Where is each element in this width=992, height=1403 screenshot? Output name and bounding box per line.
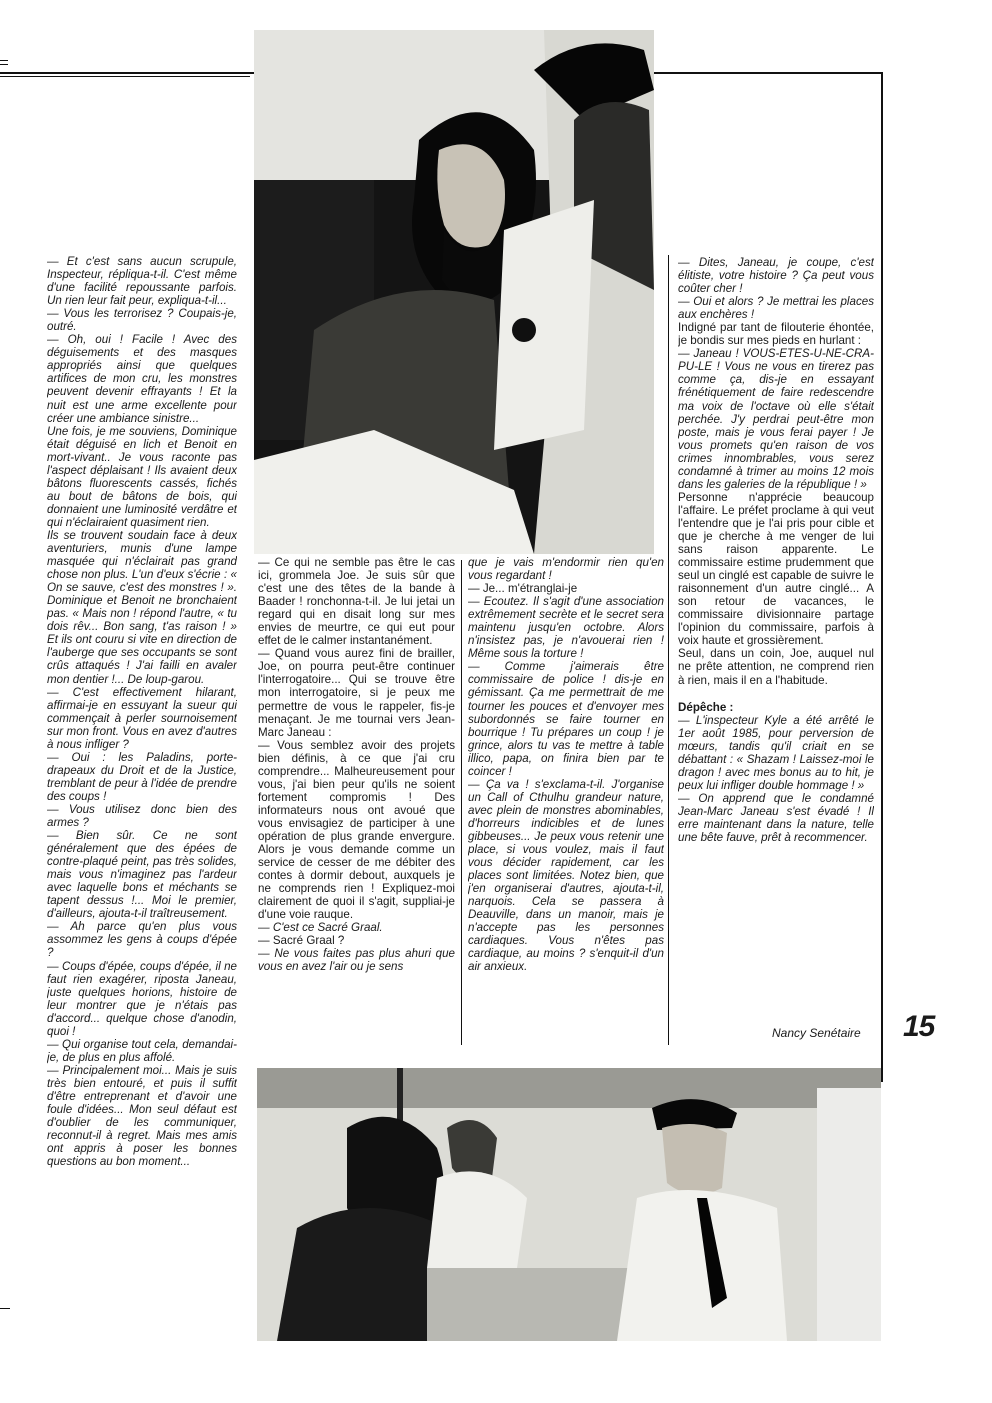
article-paragraph: — Vous les terrorisez ? Coupais-je, outré. — [47, 307, 237, 334]
article-paragraph: — Vous utilisez donc bien des armes ? — [47, 802, 237, 830]
article-paragraph: — Principalement moi... Mais je suis très bien entouré, et puis il suffit d'être entreprenant et d'avoir une foule d'idées... Mon seul défaut est d'oublier de les communiquer, reconnut-il à regret. Mais mes amis ont appris à poser les bonnes questions au bon moment... — [47, 1063, 237, 1169]
article-paragraph: — Bien sûr. Ce ne sont généralement que des épées de contre-plaqué peint, pas très solides, mais vous n'imaginez pas l'ardeur avec laquelle bons et méchants se tapent dessus !... Moi le premier, d'ailleurs, ajouta-t-il traîtreusement. — [47, 829, 237, 921]
article-paragraph: — Coups d'épée, coups d'épée, il ne faut rien exagérer, riposta Janeau, juste quelques horions, histoire de leur montrer que je n'étais pas d'accord... quelque chose d'anodin, quoi ! — [47, 959, 237, 1038]
margin-mark — [0, 64, 8, 65]
article-paragraph: — Ce qui ne semble pas être le cas ici, grommela Joe. Je suis sûr que c'est une des têtes de la bande à Baader ! ronchonna-t-il. Je lui jetai un regard qui en disait long sur mes envies de meurtre, ce qui eut pour effet de le calmer instantanément. — [258, 556, 455, 648]
article-column-4 — [678, 256, 874, 1036]
article-paragraph: — Ça va ! s'exclama-t-il. J'organise un Call of Cthulhu grandeur nature, avec plein de monstres abominables, d'horreurs indicibles et de lunes gibbeuses... Je peux vous retenir une place, si vous voulez, mais il faut vous décider rapidement, car les places sont limitées. Notez bien, que j'en organiserai d'autres, ajouta-t-il, narquois. Cela se passera à Deauville, dans un manoir, mais je n'accepte pas les personnes cardiaques. Vous n'êtes pas cardiaque, au moins ? s'enquit-il d'un air anxieux. — [468, 777, 664, 974]
article-paragraph: — C'est ce Sacré Graal. — [258, 921, 383, 935]
article-paragraph: — C'est effectivement hilarant, affirmai-je en essuyant la sueur qui commençait à perler sournoisement sur mon front. Vous en avez d'autres à nous infliger ? — [47, 685, 237, 751]
article-paragraph: — Ecoutez. Il s'agit d'une association extrêmement secrète et le secret sera maintenu jusqu'en octobre. Alors n'insistez pas, je n'avouerai rien ! Même sous la torture ! — [468, 595, 664, 661]
author-signature: Nancy Senétaire — [772, 1026, 861, 1040]
article-paragraph: — Qui organise tout cela, demandai-je, de plus en plus affolé. — [47, 1037, 237, 1064]
article-column-4-body — [678, 256, 874, 687]
bottom-left-rule — [0, 1308, 10, 1309]
article-column-2 — [258, 556, 455, 1046]
column-divider — [668, 255, 669, 1045]
article-paragraph: — Oui et alors ? Je mettrai les places aux enchères ! — [678, 295, 874, 322]
margin-mark — [0, 60, 8, 61]
article-paragraph: — Vous semblez avoir des projets bien définis, à ce que j'ai cru comprendre... Malheureusement pour vous, j'ai bien peur qu'ils ne soient fortement compromis ! Des informateurs nous ont avoué que vous envisagiez de participer à une opération de plus grande envergure. Alors je vous demande comme un service de cesser de me débiter des contes à dormir debout, auxquels je ne comprends rien ! Expliquez-moi clairement de quoi il s'agit, suppliai-je d'une voie rauque. — [258, 738, 455, 922]
top-rule-thin — [0, 76, 250, 77]
depeche-heading: Dépêche : — [678, 700, 734, 714]
depeche-paragraph: — On apprend que le condamné Jean-Marc Janeau s'est évadé ! Il erre maintenant dans la nature, telle une bête fauve, prêt à recommencer. — [678, 791, 874, 845]
article-paragraph: — Ne vous faites pas plus ahuri que vous en avez l'air ou je sens — [258, 947, 455, 974]
article-paragraph: — Comme j'aimerais être commissaire de police ! dis-je en gémissant. Ça me permettrait de me tourner les pouces et d'envoyer mes subordonnés se faire tourner en bourrique ! Tu prépares un coup ! je grince, alors tu vas te mettre à table illico, papa, on finira bien par te coincer ! — [468, 660, 664, 778]
article-paragraph: — Je... m'étranglai-je — [468, 582, 578, 596]
bottom-photo — [257, 1068, 881, 1341]
article-paragraph: — Janeau ! VOUS-ETES-U-NE-CRA-PU-LE ! Vous ne vous en tirerez pas comme ça, dis-je en essayant frénétiquement de faire redescendre ma voix de l'octave où elle s'était perchée. J'y perdrai peut-être mon poste, mais je vous ferai payer ! Je vous promets qu'en raison de vos crimes innombrables, vous serez condamné à trimer au moins 12 mois dans les galeries de la république ! » — [678, 347, 874, 491]
article-paragraph: — Quand vous aurez fini de brailler, Joe, on pourra peut-être continuer l'interrogatoire... Qui se trouve être mon interrogatoire, si je peux me permettre de vous le rappeler, fis-je menaçant. Je me tournai vers Jean-Marc Janeau : — [258, 647, 455, 739]
top-photo — [254, 30, 654, 554]
right-column-border — [881, 72, 883, 1082]
article-paragraph: que je vais m'endormir rien qu'en vous regardant ! — [468, 556, 664, 583]
column-divider — [461, 560, 462, 1045]
article-paragraph: — Ah parce qu'en plus vous assommez les gens à coups d'épée ? — [47, 920, 237, 960]
article-column-1 — [47, 255, 237, 1335]
depeche-paragraph: — L'inspecteur Kyle a été arrêté le 1er août 1985, pour perversion de mœurs, tandis qu'il criait en se débattant : « Shazam ! Laissez-moi le dragon ! avec mes bonus au to hit, je peux lui infliger double hommage ! » — [678, 713, 874, 792]
article-paragraph: — Sacré Graal ? — [258, 934, 345, 948]
article-paragraph: — Oh, oui ! Facile ! Avec des déguisements et des masques appropriés ainsi que quelques artifices de mon cru, les monstres peuvent devenir effrayants ! Et la nuit est une arme excellente pour créer une ambiance sinistre... — [47, 333, 237, 425]
page-number: 15 — [903, 1010, 935, 1043]
article-paragraph: Personne n'apprécie beaucoup l'affaire. Le préfet proclame à qui veut l'entendre que je l'ai pris pour cible et que je cherche à me venger de lui sans raison apparente. Le commissaire estime prudemment que seul un cinglé est capable de suivre le raisonnement d'un autre cinglé... A son retour de vacances, le commissaire divisionnaire partage l'opinion du commissaire, parfois à voix haute et grossièrement. — [678, 490, 874, 648]
article-paragraph: Seul, dans un coin, Joe, auquel nul ne prête attention, ne comprend rien à rien, mais il en a l'habitude. — [678, 647, 874, 687]
article-paragraph: — Oui : les Paladins, porte-drapeaux du Droit et de la Justice, tremblant de peur à l'idée de prendre des coups ! — [47, 750, 237, 803]
article-paragraph: Ils se trouvent soudain face à deux aventuriers, munis d'une lampe masquée qui n'éclairait pas grand chose non plus. L'un d'eux s'écrie : « On se sauve, c'est des monstres ! ». Dominique et Benoit ne bronchaient pas. « Mais non ! répond l'autre, « tu dois rêv... Bon sang, t'as raison ! » Et ils ont couru si vite en direction de l'auberge que ses occupants se sont crûs attaqués ! J'ai failli en avaler mon dentier !... De loup-garou. — [47, 528, 237, 686]
article-paragraph: Indigné par tant de filouterie éhontée, je bondis sur mes pieds en hurlant : — [678, 321, 874, 348]
article-column-3 — [468, 556, 664, 1046]
article-paragraph: — Et c'est sans aucun scrupule, Inspecteur, répliqua-t-il. C'est même d'une facilité repoussante parfois. Un rien leur fait peur, expliqua-t-il... — [47, 255, 237, 308]
article-paragraph: Une fois, je me souviens, Dominique était déguisé en lich et Benoit en mort-vivant.. Je vous raconte pas l'aspect déplaisant ! Ils avaient deux bâtons fluorescents cassés, fichés au bout de bâtons de bois, qui donnaient une luminosité verdâtre et qui n'éclairaient quasiment rien. — [47, 424, 237, 529]
article-paragraph: — Dites, Janeau, je coupe, c'est élitiste, votre histoire ? Ça peut vous coûter cher ! — [678, 256, 874, 296]
